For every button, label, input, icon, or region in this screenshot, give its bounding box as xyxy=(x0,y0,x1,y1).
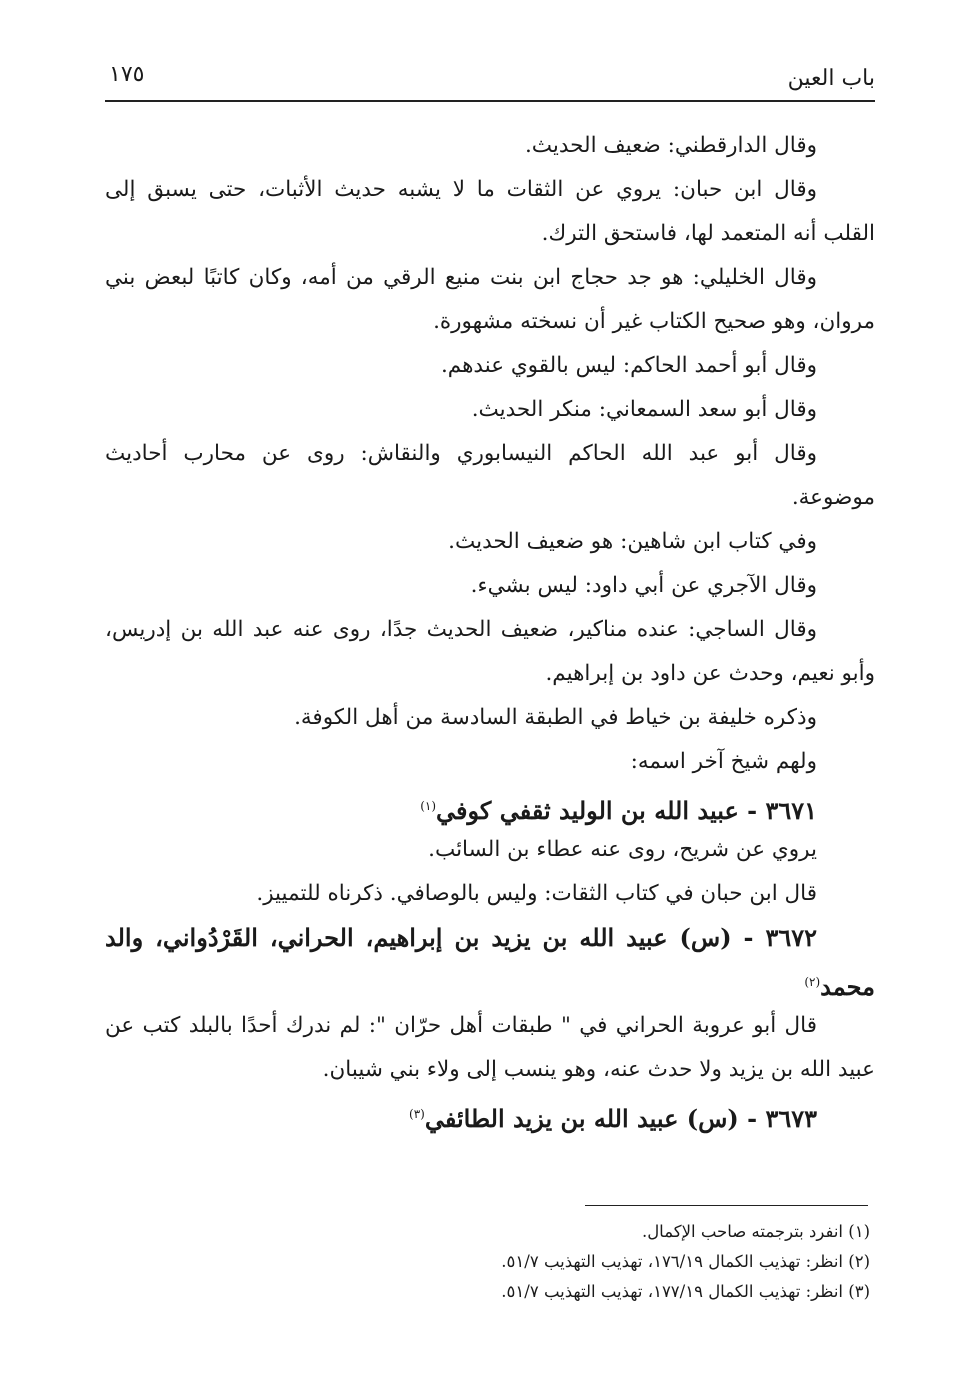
text-line xyxy=(105,568,875,612)
line-text: وقال ابن حبان: يروي عن الثقات ما لا يشبه حديث الأثبات، حتى يسبق إلى xyxy=(105,177,817,202)
text-line xyxy=(105,128,875,172)
text-line xyxy=(105,744,875,788)
text-line xyxy=(105,348,875,392)
text-line xyxy=(105,1052,875,1096)
entry-heading xyxy=(105,964,875,1008)
line-text: القلب أنه المتعمد لها، فاستحق الترك. xyxy=(541,221,875,246)
main-text xyxy=(105,128,875,1140)
text-line xyxy=(105,260,875,304)
entry-heading xyxy=(105,788,875,832)
line-text: يروي عن شريح، روى عنه عطاء بن السائب. xyxy=(428,837,817,862)
footnote-marker: (١) xyxy=(420,799,437,813)
text-line xyxy=(105,612,875,656)
line-text: ٣٦٧٣ - (س) عبيد الله بن يزيد الطائفي xyxy=(424,1104,817,1133)
line-text: محمد xyxy=(820,972,875,1001)
text-line xyxy=(105,700,875,744)
text-line xyxy=(105,1008,875,1052)
footnote-separator xyxy=(585,1205,868,1206)
footnote: (٢) انظر: تهذيب الكمال ١٧٦/١٩، تهذيب التهذيب ٥١/٧. xyxy=(501,1252,870,1271)
text-line xyxy=(105,524,875,568)
line-text: ٣٦٧١ - عبيد الله بن الوليد ثقفي كوفي xyxy=(436,796,817,825)
line-text: وقال الآجري عن أبي داود: ليس بشيء. xyxy=(470,573,817,598)
line-text: ٣٦٧٢ - (س) عبيد الله بن يزيد بن إبراهيم، الحراني، القَرْدُواني، والد xyxy=(105,923,817,952)
footnotes xyxy=(105,1218,870,1308)
line-text: وقال أبو عبد الله الحاكم النيسابوري والنقاش: روى عن محارب أحاديث xyxy=(105,441,817,466)
chapter-title: باب العين xyxy=(787,66,875,91)
footnote-marker: (٣) xyxy=(409,1107,425,1121)
line-text: وفي كتاب ابن شاهين: هو ضعيف الحديث. xyxy=(448,529,817,554)
text-line xyxy=(105,304,875,348)
line-text: وقال أبو سعد السمعاني: منكر الحديث. xyxy=(471,397,817,422)
footnote-marker: (٢) xyxy=(804,975,821,989)
text-line xyxy=(105,876,875,920)
line-text: ولهم شيخ آخر اسمه: xyxy=(630,749,817,774)
text-line xyxy=(105,656,875,700)
line-text: وأبو نعيم، وحدث عن داود بن إبراهيم. xyxy=(545,661,875,686)
line-text: قال ابن حبان في كتاب الثقات: وليس بالوصافي. ذكرناه للتمييز. xyxy=(256,881,817,906)
line-text: وذكره خليفة بن خياط في الطبقة السادسة من أهل الكوفة. xyxy=(294,705,817,730)
entry-heading xyxy=(105,1096,875,1140)
line-text: عبيد الله بن يزيد ولا حدث عنه، وهو ينسب إلى ولاء بني شيبان. xyxy=(322,1057,875,1082)
text-line xyxy=(105,832,875,876)
line-text: وقال أبو أحمد الحاكم: ليس بالقوي عندهم. xyxy=(440,353,817,378)
line-text: موضوعة. xyxy=(791,485,875,510)
line-text: مروان، وهو صحيح الكتاب غير أن نسخته مشهورة. xyxy=(433,309,875,334)
text-line xyxy=(105,216,875,260)
text-line xyxy=(105,480,875,524)
line-text: قال أبو عروبة الحراني في " طبقات أهل حرّان ": لم ندرك أحدًا بالبلد كتب عن xyxy=(105,1013,817,1038)
text-line xyxy=(105,392,875,436)
footnote: (٣) انظر: تهذيب الكمال ١٧٧/١٩، تهذيب التهذيب ٥١/٧. xyxy=(501,1282,870,1301)
line-text: وقال الساجي: عنده مناكير، ضعيف الحديث جدًا، روى عنه عبد الله بن إدريس، xyxy=(105,617,817,642)
entry-heading xyxy=(105,920,875,964)
page-number: ١٧٥ xyxy=(109,62,145,87)
text-line xyxy=(105,436,875,480)
text-line xyxy=(105,172,875,216)
line-text: وقال الخليلي: هو جد حجاج ابن بنت منيع الرقي من أمه، وكان كاتبًا لبعض بني xyxy=(105,265,818,290)
line-text: وقال الدارقطني: ضعيف الحديث. xyxy=(524,133,817,158)
running-header xyxy=(105,60,875,102)
footnote: (١) انفرد بترجمته صاحب الإكمال. xyxy=(641,1222,870,1241)
